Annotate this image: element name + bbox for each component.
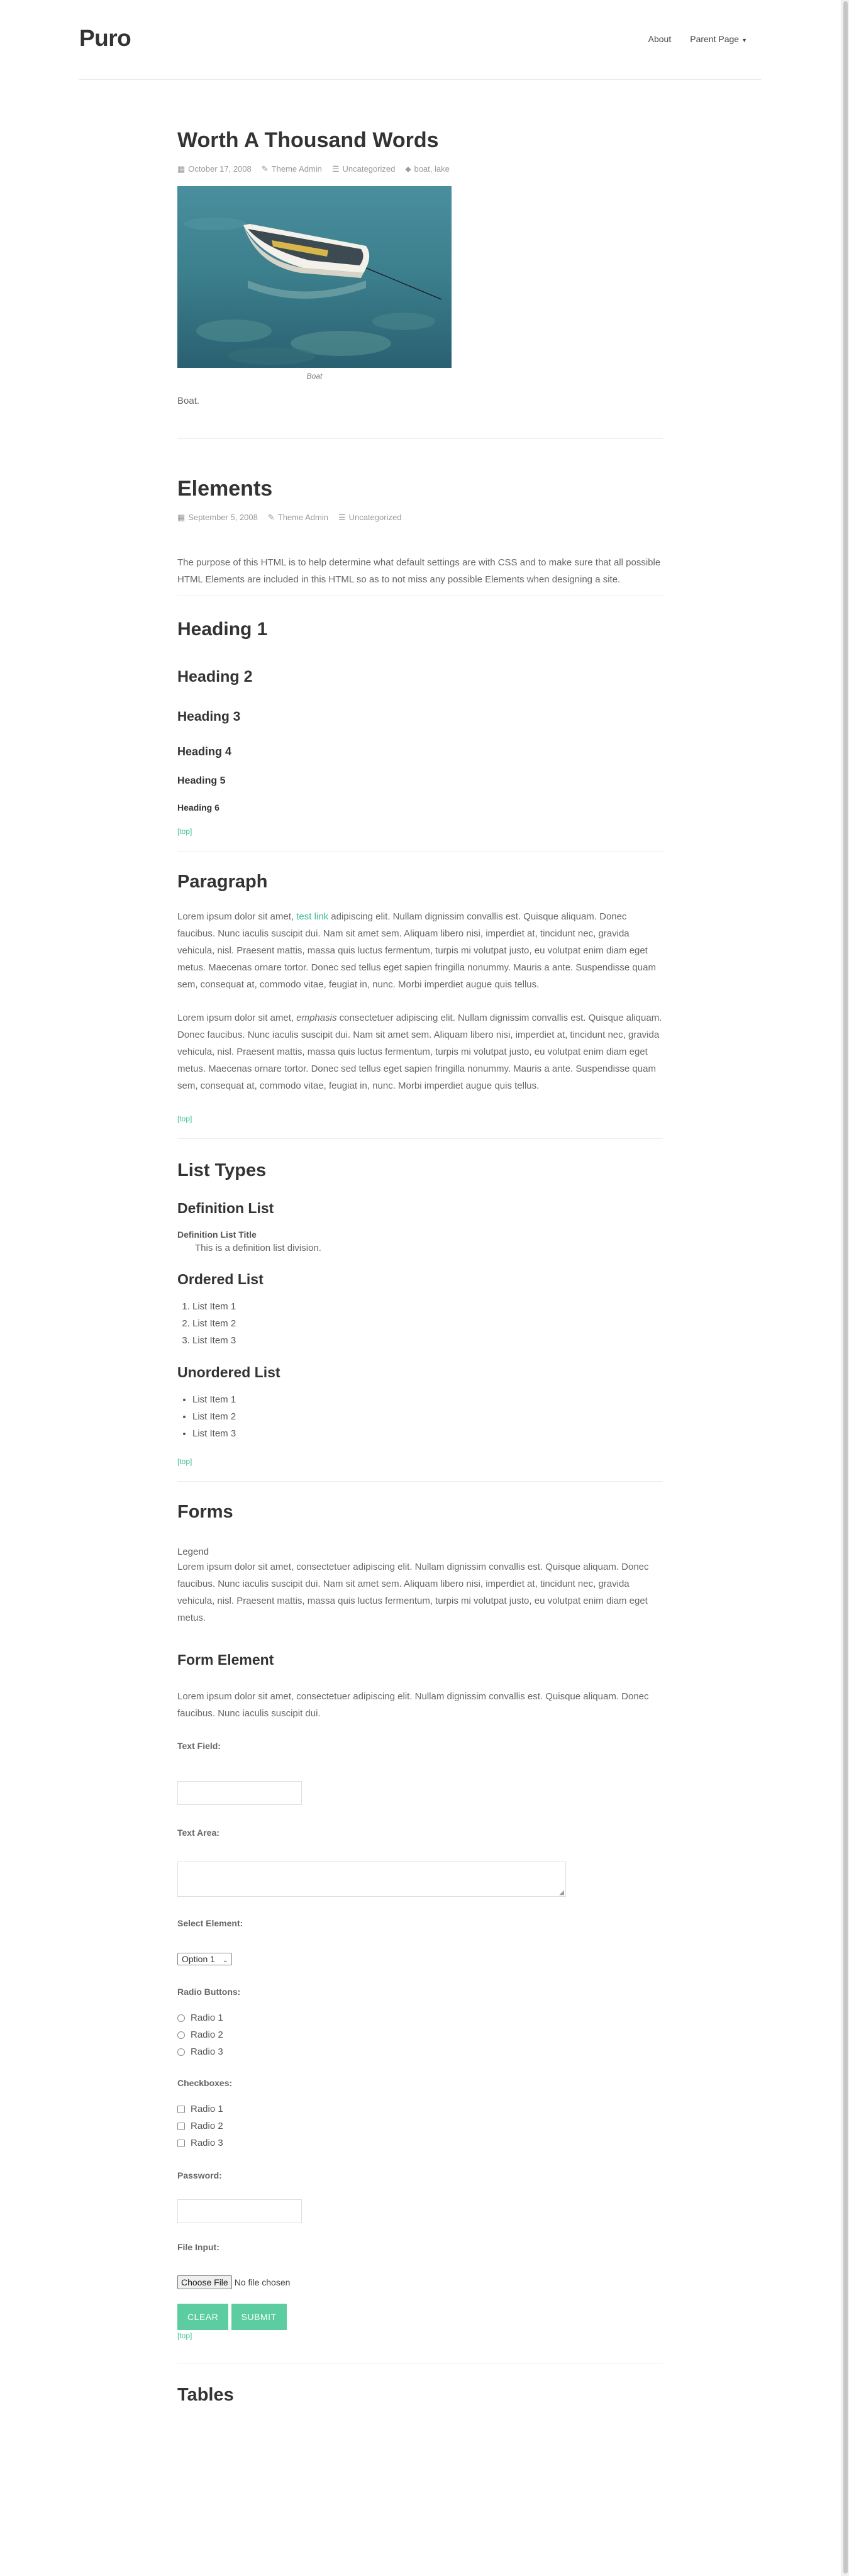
site-title[interactable]: Puro <box>79 25 131 51</box>
test-link[interactable]: test link <box>296 911 329 922</box>
checkbox-label: Radio 3 <box>191 2138 223 2148</box>
post-category[interactable] <box>338 513 401 523</box>
checkbox[interactable] <box>177 2106 185 2113</box>
post-category-text: Uncategorized <box>348 513 402 522</box>
unordered-list <box>177 1391 663 1442</box>
checkbox-option[interactable] <box>177 2118 663 2135</box>
heading-2: Heading 2 <box>177 668 253 686</box>
definition-term: Definition List Title <box>177 1230 257 1240</box>
text-field-label: Text Field: <box>177 1741 221 1751</box>
post-intro: The purpose of this HTML is to help determine what default settings are with CSS and to make sure that all possible HTML Elements are included in this HTML so as to not miss any possible Elements when designing a site. <box>177 557 661 585</box>
select-element[interactable] <box>177 1953 232 1965</box>
checkboxes-label: Checkboxes: <box>177 2078 233 2088</box>
top-link[interactable]: [top] <box>177 827 192 836</box>
select-row <box>177 1953 663 1965</box>
calendar-icon: ▦ <box>177 164 186 174</box>
radio-option[interactable] <box>177 2026 663 2043</box>
pencil-icon: ✎ <box>261 164 269 174</box>
paragraph-2 <box>177 1009 663 1094</box>
main-nav <box>630 34 747 44</box>
form-buttons <box>177 2304 663 2330</box>
text-area[interactable] <box>177 1862 566 1897</box>
checkbox-option[interactable] <box>177 2135 663 2151</box>
resize-handle-icon[interactable]: ◢ <box>559 1889 564 1896</box>
list-item: 2. List Item 2 <box>192 1315 663 1332</box>
paragraph-text: consectetuer adipiscing elit. Nullam dignissim convallis est. Quisque aliquam. Donec faucibus. Nunc iaculis suscipit dui. Nam sit amet sem. Aliquam libero nisi, imperdiet at, tincidunt nec, gravida vehicula, nisl. Praesent mattis, massa quis luctus fermentum, turpis mi volutpat justo, eu volutpat enim diam eget metus. Maecenas ornare tortor. Donec sed tellus eget sapien fringilla nonummy. Mauris a ante. Suspendisse quam sem, consequat at, commodo vitae, feugiat in, nunc. Morbi imperdiet augue quis tellus. <box>177 1013 662 1091</box>
list-icon: ☰ <box>331 164 340 174</box>
radio-button[interactable] <box>177 2048 185 2056</box>
nav-item-label: Parent Page <box>690 34 740 44</box>
radio-label: Radio 2 <box>191 2029 223 2040</box>
post-category-text: Uncategorized <box>342 164 396 174</box>
boat-photo[interactable] <box>177 186 452 368</box>
definition-list <box>177 1230 663 1253</box>
radio-buttons-label: Radio Buttons: <box>177 1987 241 1997</box>
top-link[interactable]: [top] <box>177 2331 192 2340</box>
heading-6: Heading 6 <box>177 802 219 813</box>
post-category[interactable] <box>332 164 395 174</box>
clear-button[interactable]: CLEAR <box>177 2304 228 2330</box>
post-date-text: October 17, 2008 <box>188 164 252 174</box>
boat-image <box>177 186 452 368</box>
radio-option[interactable] <box>177 2009 663 2026</box>
list-item: • List Item 2 <box>192 1408 663 1425</box>
paragraph-1 <box>177 908 663 993</box>
select-value: Option 1 <box>182 1954 215 1964</box>
checkbox[interactable] <box>177 2140 185 2147</box>
checkbox-option[interactable] <box>177 2101 663 2118</box>
pencil-icon: ✎ <box>267 513 275 522</box>
tables-title: Tables <box>177 2385 234 2405</box>
post-title[interactable]: Elements <box>177 477 273 501</box>
list-item: 3. List Item 3 <box>192 1332 663 1349</box>
radio-option[interactable] <box>177 2043 663 2060</box>
section-divider <box>177 1138 663 1139</box>
radio-button[interactable] <box>177 2031 185 2039</box>
radio-group <box>177 2009 663 2060</box>
paragraph-text: Lorem ipsum dolor sit amet, <box>177 1013 297 1023</box>
heading-1: Heading 1 <box>177 619 268 640</box>
post-author[interactable] <box>262 164 322 174</box>
form-element-text: Lorem ipsum dolor sit amet, consectetuer adipiscing elit. Nullam dignissim convallis est. Quisque aliquam. Donec faucibus. Nunc iaculis suscipit dui. <box>177 1691 649 1719</box>
radio-button[interactable] <box>177 2014 185 2022</box>
definition-list-title: Definition List <box>177 1200 274 1216</box>
select-label: Select Element: <box>177 1918 243 1928</box>
post-title[interactable]: Worth A Thousand Words <box>177 128 439 152</box>
heading-5: Heading 5 <box>177 775 226 786</box>
post-meta <box>177 513 663 523</box>
radio-label: Radio 1 <box>191 2012 223 2023</box>
ordered-list-title: Ordered List <box>177 1271 264 1287</box>
checkbox-label: Radio 2 <box>191 2121 223 2131</box>
top-link[interactable]: [top] <box>177 1114 192 1123</box>
chevron-down-icon: ⌄ <box>222 1957 228 1964</box>
emphasis-text: emphasis <box>296 1013 337 1023</box>
text-field[interactable] <box>177 1781 302 1805</box>
definition-description: This is a definition list division. <box>195 1243 321 1253</box>
password-field[interactable] <box>177 2199 302 2223</box>
post-meta <box>177 164 663 174</box>
submit-button[interactable]: SUBMIT <box>231 2304 287 2330</box>
form-element-title: Form Element <box>177 1652 274 1668</box>
top-link[interactable]: [top] <box>177 1457 192 1466</box>
paragraph-title: Paragraph <box>177 872 268 892</box>
calendar-icon: ▦ <box>177 513 186 522</box>
unordered-list-title: Unordered List <box>177 1364 280 1380</box>
site-header <box>79 0 761 80</box>
password-label: Password: <box>177 2170 222 2180</box>
tag-icon: ⬥ <box>405 164 411 174</box>
post-tags-text: boat, lake <box>414 164 450 174</box>
file-input <box>177 2277 663 2289</box>
file-input-label: File Input: <box>177 2242 219 2252</box>
legend-text: Lorem ipsum dolor sit amet, consectetuer adipiscing elit. Nullam dignissim convallis est. Quisque aliquam. Donec faucibus. Nunc iaculis suscipit dui. Nam sit amet sem. Aliquam libero nisi, imperdiet at, tincidunt nec, gravida vehicula, nisl. Praesent mattis, massa quis luctus fermentum, turpis mi volutpat justo, eu volutpat enim diam eget metus. <box>177 1562 649 1623</box>
checkbox-label: Radio 1 <box>191 2104 223 2114</box>
list-item: • List Item 3 <box>192 1425 663 1442</box>
scrollbar-thumb[interactable] <box>843 1 848 2573</box>
ordered-list <box>177 1298 663 1349</box>
heading-4: Heading 4 <box>177 745 232 758</box>
nav-item-about[interactable]: About <box>648 34 672 44</box>
choose-file-button[interactable]: Choose File <box>177 2275 232 2289</box>
forms-title: Forms <box>177 1502 233 1522</box>
checkbox[interactable] <box>177 2123 185 2130</box>
page-scrollbar[interactable] <box>841 0 849 2576</box>
paragraph-text: adipiscing elit. Nullam dignissim convallis est. Quisque aliquam. Donec faucibus. Nunc iaculis suscipit dui. Nam sit amet sem. Aliquam libero nisi, imperdiet at, tincidunt nec, gravida vehicula, nisl. Praesent mattis, massa quis luctus fermentum, turpis mi volutpat justo, eu volutpat enim diam eget metus. Maecenas ornare tortor. Donec sed tellus eget sapien fringilla nonummy. Mauris a ante. Suspendisse quam sem, consequat at, commodo vitae, feugiat in, nunc. Morbi imperdiet augue quis tellus. <box>177 911 656 990</box>
section-divider <box>177 851 663 852</box>
text-area-label: Text Area: <box>177 1828 219 1838</box>
paragraph-text: Lorem ipsum dolor sit amet, <box>177 911 297 922</box>
post-author-text: Theme Admin <box>271 164 322 174</box>
post-author[interactable] <box>268 513 328 523</box>
post-date[interactable] <box>177 164 252 174</box>
post-body: Boat. <box>177 396 200 406</box>
post-list <box>177 82 663 2406</box>
radio-label: Radio 3 <box>191 2046 223 2057</box>
fieldset-legend: Legend <box>177 1546 209 1557</box>
heading-3: Heading 3 <box>177 709 241 724</box>
post-date[interactable] <box>177 513 258 523</box>
list-item: • List Item 1 <box>192 1391 663 1408</box>
section-divider <box>177 1481 663 1482</box>
post-date-text: September 5, 2008 <box>188 513 258 522</box>
list-types-title: List Types <box>177 1160 267 1180</box>
checkbox-group <box>177 2101 663 2151</box>
list-item: 1. List Item 1 <box>192 1298 663 1315</box>
post-tags[interactable] <box>405 164 449 174</box>
post-author-text: Theme Admin <box>277 513 328 522</box>
photo-caption: Boat <box>306 372 323 380</box>
post-elements <box>177 439 663 2406</box>
nav-item-parent-page[interactable] <box>690 34 747 44</box>
file-status: No file chosen <box>234 2277 291 2287</box>
caret-down-icon: ▼ <box>741 37 747 43</box>
list-icon: ☰ <box>338 513 346 522</box>
post-worth-a-thousand-words <box>177 82 663 439</box>
